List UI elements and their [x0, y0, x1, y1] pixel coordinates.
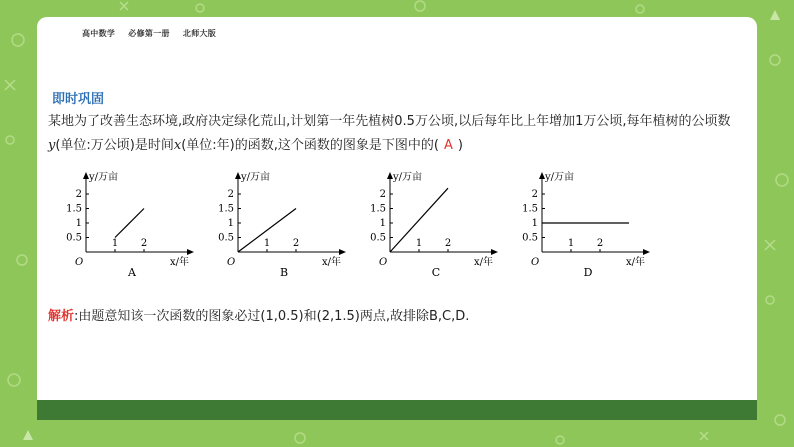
y-axis-label: y/万亩: [89, 172, 119, 183]
graph-caption: B: [279, 266, 289, 279]
graph-d: [518, 168, 658, 283]
x-tick-label: 2: [292, 238, 300, 249]
origin-label: O: [379, 257, 388, 268]
graph-caption: C: [431, 266, 441, 279]
y-tick-label: 0.5: [522, 232, 538, 244]
header-subject: 高中数学: [82, 29, 116, 38]
y-tick-label: 1: [531, 218, 538, 229]
graph-c: [366, 168, 506, 283]
graph-caption: D: [583, 266, 593, 279]
course-header: [82, 28, 226, 39]
explanation-text: :由题意知该一次函数的图象必过(1,0.5)和(2,1.5)两点,故排除B,C,D.: [74, 309, 470, 324]
question-part3: (单位:年)的函数,这个函数的图象是下图中的(: [181, 138, 439, 153]
y-tick-label: 0.5: [370, 232, 386, 244]
section-title: 即时巩固: [52, 92, 105, 107]
y-tick-label: 2: [227, 189, 234, 200]
header-publisher: 北师大版: [182, 29, 217, 38]
x-axis-label: x/年: [474, 257, 494, 268]
y-tick-label: 2: [379, 189, 386, 200]
explanation-label: 解析: [48, 309, 75, 324]
y-axis-label: y/万亩: [393, 172, 423, 183]
graph-b: [214, 168, 354, 283]
question-var-y: y: [48, 138, 56, 153]
origin-label: O: [75, 257, 84, 268]
question-text: [48, 110, 753, 158]
x-axis-label: x/年: [322, 257, 342, 268]
question-part2: (单位:万公顷)是时间: [55, 138, 174, 153]
question-var-x: x: [173, 138, 182, 153]
y-tick-label: 1: [75, 218, 82, 229]
graph-a-svg: [62, 168, 202, 283]
origin-label: O: [531, 257, 540, 268]
y-tick-label: 1.5: [370, 203, 386, 215]
y-tick-label: 1.5: [522, 203, 538, 215]
x-axis-label: x/年: [170, 257, 190, 268]
x-tick-label: 1: [567, 238, 575, 249]
x-axis-label: x/年: [626, 257, 646, 268]
x-tick-label: 2: [596, 238, 604, 249]
origin-label: O: [227, 257, 236, 268]
graph-caption: A: [128, 266, 136, 279]
y-tick-label: 0.5: [66, 232, 82, 244]
header-volume: 必修第一册: [128, 29, 170, 38]
graph-c-svg: [366, 168, 506, 283]
y-tick-label: 1.5: [66, 203, 82, 215]
y-tick-label: 0.5: [218, 232, 234, 244]
y-axis-label: y/万亩: [241, 172, 271, 183]
x-tick-label: 2: [444, 238, 452, 249]
explanation: [48, 305, 469, 324]
bottom-strip: [37, 400, 757, 420]
x-tick-label: 1: [415, 238, 423, 249]
y-tick-label: 1: [227, 218, 234, 229]
y-tick-label: 2: [531, 189, 538, 200]
y-tick-label: 1.5: [218, 203, 234, 215]
graph-a: [62, 168, 202, 283]
graph-b-svg: [214, 168, 354, 283]
x-tick-label: 1: [263, 238, 271, 249]
x-tick-label: 2: [140, 238, 148, 249]
answer-choice: A: [443, 138, 453, 153]
question-part1: 某地为了改善生态环境,政府决定绿化荒山,计划第一年先植树0.5万公顷,以后每年比上年增加1万公顷,每年植树的公顷数: [48, 114, 731, 129]
x-tick-label: 1: [111, 238, 119, 249]
question-part4: ): [457, 138, 463, 153]
graph-d-svg: [518, 168, 658, 283]
y-tick-label: 1: [379, 218, 386, 229]
y-tick-label: 2: [75, 189, 82, 200]
y-axis-label: y/万亩: [545, 172, 575, 183]
